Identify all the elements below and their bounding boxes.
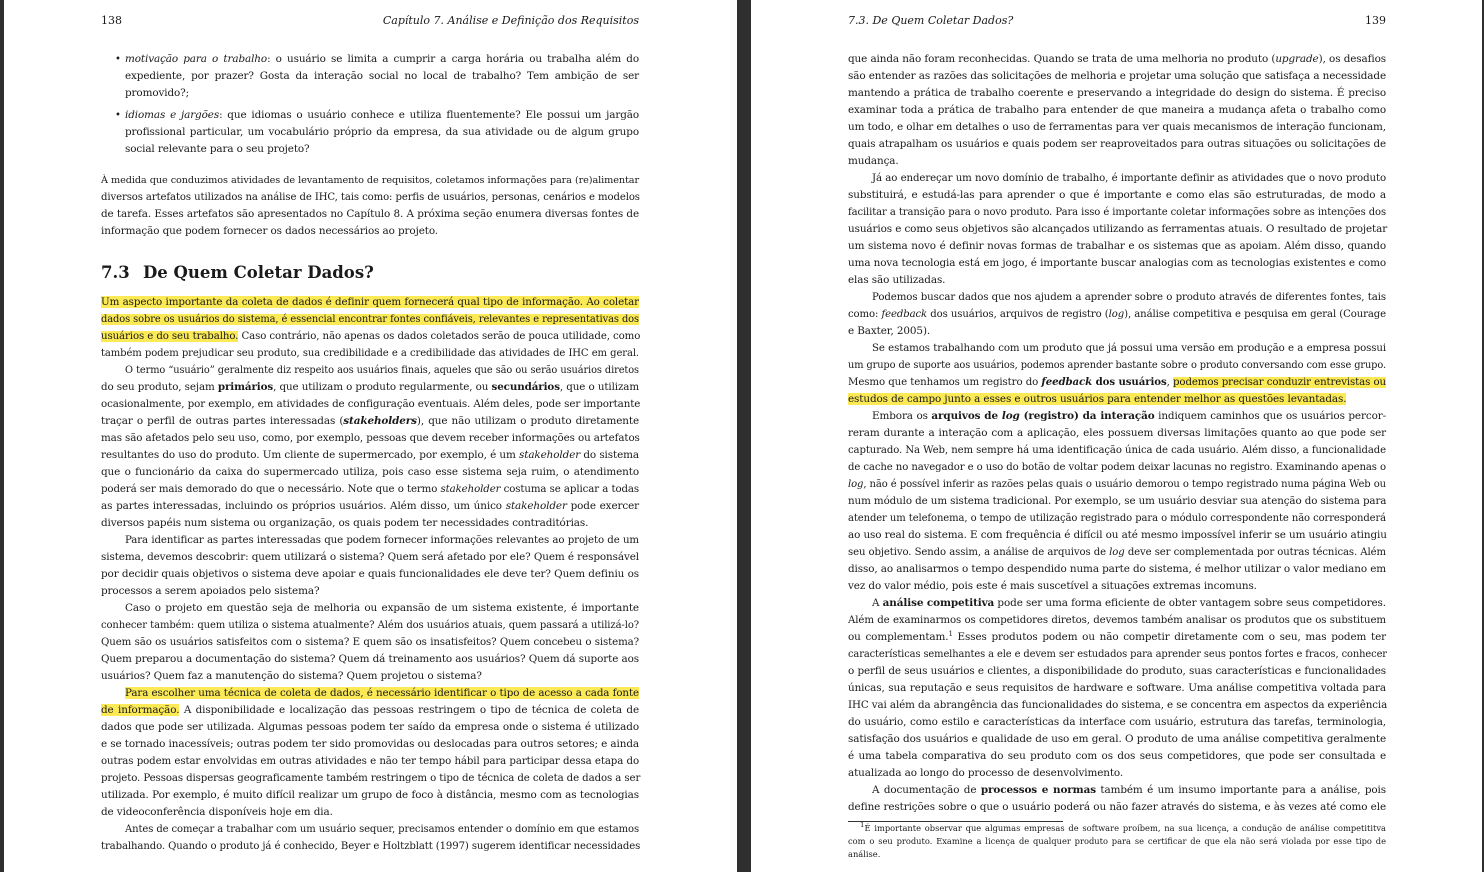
text: pode exercer (566, 500, 639, 512)
text: A (872, 597, 883, 609)
text-line: Caso o projeto em questão seja de melhoria ou expansão de um sistema existente, é importante (125, 602, 639, 614)
bullet-item (125, 51, 639, 68)
text-line: ocasionalmente, por exemplo, em atividades de configuração eventuais. Além deles, pode ser importante (101, 398, 641, 410)
text: ou complementam. (848, 631, 949, 643)
text-line: Quem são os usuários satisfeitos com o sistema? E quem são os insatisfeitos? Quem concebeu o sistema? (101, 637, 639, 648)
text-line: características semelhantes a ele e devem ser estudados para aprender seus pontos fortes e fracos, conhecer (848, 649, 1387, 660)
text-line (101, 498, 639, 515)
text-line: utilizada. Por exemplo, é muito difícil realizar um grupo de foco à distância, mesmo com as tecnologias (101, 789, 639, 801)
section-number: 7.3 (101, 263, 130, 282)
bullet-term: idiomas e jargões (125, 109, 220, 121)
text: A disponibilidade e localização das pessoas restringem o tipo de técnica de coleta de (179, 704, 639, 716)
text-line: Além de examinarmos os competidores diretos, devemos também analisar os produtos que os substituem (848, 615, 1386, 626)
text-line: de cache no navegador e o uso do botão de voltar podem deixar lacunas no registro. Examinando apenas o (848, 462, 1386, 473)
bold-term: dos usuários (1092, 376, 1167, 388)
text-line (101, 413, 639, 430)
footnote-mark: 1 (860, 821, 865, 829)
text: que ainda não foram reconhecidas. Quando se trata de uma melhoria no produto ( (848, 53, 1276, 65)
text-line: processos a serem apoiados pelo sistema? (101, 585, 320, 597)
text-line: disso, ao analisarmos o tempo despendido numa parte do sistema, é melhor utilizar o valor mediano em (848, 563, 1386, 575)
bold-term: processos e normas (980, 784, 1096, 796)
bullet-term: motivação para o trabalho (125, 53, 268, 65)
bold-term: secundários (491, 381, 560, 393)
italic-term: log (848, 479, 864, 490)
italic-term: feedback (881, 309, 928, 320)
text-line: examinar toda a prática de trabalho para entender de que maneira a mudança afeta o trabalho como (848, 104, 1386, 116)
text-line: por decidir quais objetivos o sistema deve apoiar e quais funcionalidades ele deve ter? Quem definiu os (101, 568, 639, 580)
text-line (101, 702, 639, 719)
text: , que utilizam o produto regularmente, ou (273, 381, 492, 393)
text-line: que o funcionário da caixa do supermercado utiliza, pois caso esse sistema seja ruim, o atendimento (101, 466, 639, 478)
italic-term: stakeholder (440, 484, 501, 495)
text: indiquem caminhos que os usuários percor- (1154, 410, 1387, 422)
text: do sistema (580, 449, 639, 461)
text-line: Podemos buscar dados que nos ajudem a aprender sobre o produto através de diferentes fontes, tais (872, 292, 1386, 303)
text-line (101, 481, 639, 498)
italic-term: stakeholder (505, 500, 567, 512)
text-line: quais atrapalham os usuários e quais podem ser reaproveitados para outras situações ou solicitações de (848, 138, 1386, 150)
text: ), os desafios (1318, 53, 1386, 65)
text-line: diversos papéis num sistema ou organização, os quais podem ter necessidades contraditórias. (101, 517, 589, 529)
highlighted-line (848, 391, 1386, 408)
italic-term: log (1108, 309, 1125, 320)
highlight: podemos precisar conduzir entrevistas ou (1173, 377, 1386, 388)
text-line: O termo “usuário” geralmente diz respeito aos usuários finais, aqueles que são ou serão usuários diretos (125, 365, 639, 376)
text-line: projeto. Pessoas dispersas geograficamente também restringem o tipo de técnica de coleta de dados a ser (101, 773, 641, 784)
text-line: atender um telefonema, o tempo de utilização registrado para o módulo correspondente não corresponderá (848, 513, 1386, 524)
text-line: o perfil de seus usuários e clientes, a disponibilidade do produto, suas características e funcionalidades (848, 665, 1386, 677)
bullet-item (125, 107, 639, 124)
text-line (848, 374, 1386, 391)
text: , (1166, 377, 1173, 388)
text-line: de videoconferência disponíveis hoje em dia. (101, 806, 333, 818)
section-title: De Quem Coletar Dados? (143, 263, 374, 282)
text-line: satisfação dos usuários e qualidade de uso em geral. O produto de uma análise competitiva geralmente (848, 733, 1386, 745)
text-line: Para identificar as partes interessadas que podem fornecer informações relevantes ao projeto de um (125, 535, 639, 546)
running-header: 7.3. De Quem Coletar Dados? (848, 14, 1014, 27)
highlight: dados sobre os usuários do sistema, é essencial encontrar fontes confiáveis, relevantes e representativas dos (101, 314, 639, 325)
text-line: : que idiomas o usuário conhece e utiliza fluentemente? Ele possui um jargão (219, 109, 640, 121)
text: costuma se aplicar a todas (500, 484, 639, 495)
text-line: Antes de começar a trabalhar com um usuário sequer, precisamos entender o domínio em que estamos (125, 824, 639, 835)
running-header: Capítulo 7. Análise e Definição dos Requisitos (382, 14, 639, 27)
text-line: dados que pode ser utilizada. Algumas pessoas podem ter saído da empresa onde o sistema é utilizado (101, 721, 639, 733)
italic-term: upgrade (1275, 53, 1319, 65)
text-line: usuários e como seus objetivos são alcançados utilizando as ferramentas atuais. O resultado de projetar (848, 223, 1388, 235)
text: seu objetivo. Sendo assim, a análise de arquivos de (848, 547, 1110, 558)
text: , não é possível inferir as razões pelas quais o usuário demorou o tempo registrado numa página Web ou (863, 479, 1386, 490)
text: deve ser complementada por outras técnicas. Além (1124, 547, 1386, 558)
text: Esses produtos podem ou não competir diretamente com o seu, mas podem ter (952, 631, 1386, 643)
text-line: À medida que conduzimos atividades de levantamento de requisitos, coletamos informações para (re)alimentar (101, 175, 639, 186)
text: É importante observar que algumas empresas de software proíbem, na sua licença, a condução de análise competititva (864, 823, 1386, 833)
highlight: usuários e do seu trabalho. (101, 331, 239, 342)
highlight: Um aspecto importante da coleta de dados é definir quem fornecerá qual tipo de informação. Ao coletar (101, 296, 639, 308)
highlight: estudos de campo junto a esses e outros usuários para entender melhor as questões levantadas. (848, 393, 1347, 405)
text-line: outras podem estar envolvidas em outras atividades e não ter tempo hábil para participar dessa etapa do (101, 756, 639, 767)
text-line: e se tornado inacessíveis; outras podem ter sido promovidas ou deslocadas para outros setores; e ainda (101, 738, 639, 750)
text-line (848, 782, 1386, 799)
page-number: 139 (1365, 14, 1386, 27)
text-line: reram durante a interação com a aplicação, eles possuem diversas limitações quanto ao que pode ser (848, 427, 1386, 439)
italic-term: log (1109, 547, 1125, 558)
bold-italic-term: feedback (1041, 376, 1093, 388)
text: Mesmo que tenhamos um registro do (848, 377, 1042, 388)
text-line: usuários? Quem faz a manutenção do sistema? Quem projetou o sistema? (101, 670, 482, 682)
text: do seu produto, sejam (101, 381, 218, 393)
text: dos usuários, arquivos de registro ( (927, 309, 1109, 320)
bold-term: primários (217, 381, 274, 393)
text: Embora os (872, 410, 932, 422)
text-line (848, 51, 1386, 68)
text-line (848, 408, 1386, 425)
text-line (848, 629, 1386, 646)
text-line: vez do valor médio, pois este é mais suscetível a situações extremas incomuns. (848, 580, 1257, 592)
highlight: de informação. (101, 704, 180, 716)
text: ), análise competitiva e pesquisa em geral (Courage (1124, 309, 1386, 320)
footnote-ref[interactable]: 1 (948, 630, 953, 638)
section-heading (101, 262, 374, 284)
text-line: Se estamos trabalhando com um produto que já possui uma versão em produção e a empresa possui (872, 343, 1386, 354)
highlighted-line (101, 685, 639, 702)
text-line: um sistema novo é definir novas formas de trabalhar e os sistemas que as apoiam. Além disso, quando (848, 240, 1386, 252)
text-line: únicas, sua reputação e seus requisitos de hardware e software. Uma análise competitiva voltada para (848, 682, 1386, 694)
text-line: conhecer também: quem utiliza o sistema atualmente? Além dos usuários atuais, quem passará a utilizá-lo? (101, 620, 639, 631)
text-line (848, 476, 1386, 493)
text-line: capturado. Na Web, nem sempre há uma identificação única de cada usuário. Além disso, a funcionalidade (848, 445, 1386, 456)
text: ), que não utilizam o produto diretamente (416, 415, 639, 427)
text-line: do usuário, como estilo e características da interface com usuário, estrutura das tarefas, terminologia, (848, 716, 1386, 728)
text-line (848, 544, 1386, 561)
text-line: social relevante para o seu projeto? (125, 143, 310, 155)
text-line: mudança. (848, 155, 899, 167)
text-line: expediente, por prazer? Gosta da interação social no local de trabalho? Tem ambição de ser (125, 70, 639, 82)
text-line: um grupo de suporte aos usuários, podemos aprender bastante sobre o produto conversando com esse grupo. (848, 360, 1386, 371)
text: , que o utilizam (559, 381, 640, 393)
text-line: de tarefa. Esses artefatos são apresentados no Capítulo 8. A próxima seção enumera diversas fontes de (101, 208, 639, 220)
text-line (848, 595, 1386, 612)
text-line (101, 447, 639, 464)
bullet-icon: • (115, 110, 121, 121)
text: como: (848, 309, 882, 320)
text: pode ser uma forma eficiente de obter vantagem sobre seus competidores. (994, 597, 1386, 609)
page-number: 138 (101, 14, 122, 27)
left-page (4, 0, 737, 872)
text-line: sistema, devemos descobrir: quem utilizará o sistema? Quem será afetado por ele? Quem é responsável (101, 551, 639, 563)
footnote-line (848, 822, 1386, 835)
italic-term: stakeholder (519, 449, 581, 461)
right-page (751, 0, 1482, 872)
text: resultantes do uso do produto. Um cliente de supermercado, por exemplo, é um (101, 449, 520, 461)
bold-term: (registro) da interação (1019, 410, 1155, 422)
text-line: mantendo a prática de trabalho coerente e preservando a integridade do design do sistema. É preciso (848, 87, 1386, 99)
text-line: elas são utilizadas. (848, 274, 946, 286)
text-line: são entender as razões das solicitações de melhoria e projetar uma solução que satisfaça a necessidade (848, 70, 1386, 82)
bold-term: análise competitiva (882, 597, 995, 609)
text-line: e Baxter, 2005). (848, 325, 931, 337)
text-line: é uma tabela comparativa do seu produto com os dos seus competidores, que pode ser consultada e (848, 750, 1386, 762)
text-line: IHC vai além da abrangência das funcionalidades do sistema, e se concentra em aspectos da experiência (848, 699, 1388, 711)
footnote-line: com o seu produto. Examine a licença de qualquer produto para se certificar de que ela não será violada por esse tipo de (848, 836, 1386, 846)
text-line: promovido?; (125, 87, 190, 99)
text-line: num módulo de um sistema tradicional. Por exemplo, se um usuário desviar sua atenção do sistema para (848, 495, 1387, 507)
text-line: trabalhando. Quando o produto já é conhecido, Beyer e Holtzblatt (1997) sugerem identificar necessidades (101, 841, 641, 852)
text: traçar o perfil de outras partes interessadas ( (101, 415, 344, 427)
text-line: um todo, e olhar em detalhes o uso de ferramentas para ver quais mecanismos de interação funcionam, (848, 121, 1386, 133)
bullet-icon: • (115, 54, 121, 65)
text-line: também podem prejudicar seu produto, sua credibilidade e a credibilidade das atividades de IHC em geral. (101, 348, 639, 359)
text-line: Quem preparou a documentação do sistema? Quem dá treinamento aos usuários? Quem dá suporte aos (101, 653, 639, 665)
text: também é um insumo importante para a análise, pois (1095, 784, 1387, 796)
bold-italic-term: stakeholders (343, 415, 417, 427)
text-line: atualizada ao longo do processo de desenvolvimento. (848, 767, 1124, 779)
text-line (101, 328, 639, 345)
text-line (101, 379, 639, 396)
text: A documentação de (872, 784, 981, 796)
text-line: : o usuário se limita a cumprir a carga horária ou trabalha além do (267, 53, 639, 65)
text-line: diversos artefatos utilizados na análise de IHC, tais como: perfis de usuários, personas, cenários e modelos (101, 192, 640, 203)
highlighted-line (101, 294, 639, 311)
text-line: profissional particular, um vocabulário próprio da empresa, da sua atividade ou de algum grupo (125, 126, 639, 138)
text-line: uma nova tecnologia está em jogo, é importante buscar analogias com as tecnologias existentes e como (848, 257, 1386, 269)
text-line (848, 306, 1386, 323)
text-line: facilitar a transição para o novo produto. Para isso é importante coletar informações sobre as intenções dos (848, 207, 1386, 218)
text: poderá ser mais demorado do que o necessário. Note que o termo (101, 484, 441, 495)
text: Caso contrário, não apenas os dados coletados serão de pouca utilidade, como (238, 331, 641, 342)
text-line: substituirá, e estudá-las para aprender o que é importante e como elas são estruturadas, de modo a (848, 189, 1386, 201)
footnote-line: análise. (848, 849, 881, 859)
text-line: define restrições sobre o que o usuário poderá ou não fazer através do sistema, e às vezes até como ele (848, 801, 1386, 813)
text-line: ao uso real do sistema. E com frequência é difícil ou até mesmo impossível inferir se um usuário atingiu (848, 529, 1387, 541)
highlight: Para escolher uma técnica de coleta de dados, é necessário identificar o tipo de acesso a cada fonte (125, 687, 639, 699)
text-line: Já ao endereçar um novo domínio de trabalho, é importante definir as atividades que o novo produto (872, 173, 1386, 184)
bold-italic-term: log (1001, 410, 1020, 422)
bold-term: arquivos de (931, 410, 1002, 422)
text: as partes interessadas, incluindo os próprios usuários. Além disso, um único (101, 500, 506, 512)
highlighted-line (101, 311, 639, 328)
text-line: informação que podem fornecer os dados necessários ao projeto. (101, 225, 438, 237)
text-line: mas são afetados pelo seu uso, como, por exemplo, pessoas que devem receber informações ou artefatos (101, 432, 640, 444)
